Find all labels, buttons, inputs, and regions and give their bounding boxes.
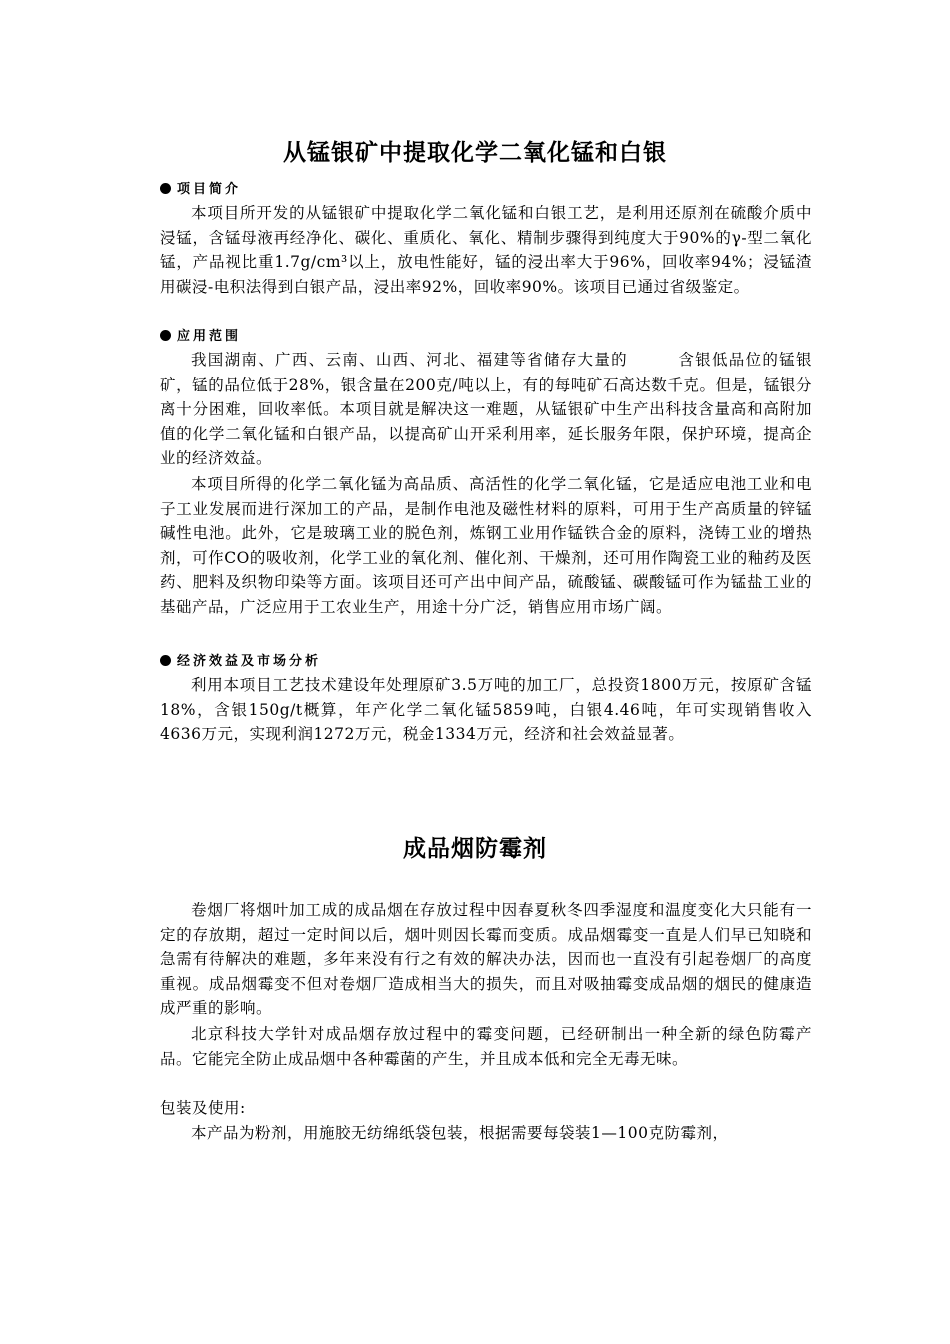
mould-paragraph-1: 卷烟厂将烟叶加工成的成品烟在存放过程中因春夏秋冬四季湿度和温度变化大只能有一定的存放期，超过一定时间以后，烟叶则因长霉而变质。成品烟霉变一直是人们早已知晓和急需有待解决的难题，多年来没有行之有效的解决办法，因而也一直没有引起卷烟厂的高度重视。成品烟霉变不但对卷烟厂造成相当大的损失，而且对吸抽霉变成品烟的烟民的健康造成严重的影响。: [160, 901, 812, 1018]
scope-paragraph-1: 我国湖南、广西、云南、山西、河北、福建等省储存大量的 含银低品位的锰银矿，锰的品位低于28%，银含量在200克/吨以上，有的每吨矿石高达数千克。但是，锰银分离十分困难，回收率低。本项目就是解决这一难题，从锰银矿中生产出科技含量高和高附加值的化学二氧化锰和白银产品，以提高矿山开采利用率，延长服务年限，保护环境，提高企业的经济效益。: [160, 351, 812, 468]
heading-econ: [160, 650, 321, 669]
bullet-icon: [160, 183, 171, 194]
heading-intro: [160, 178, 241, 197]
intro-paragraph: 本项目所开发的从锰银矿中提取化学二氧化锰和白银工艺，是利用还原剂在硫酸介质中浸锰，含锰母液再经净化、碳化、重质化、氧化、精制步骤得到纯度大于90%的γ-型二氧化锰，产品视比重1.7g/cm³以上，放电性能好，锰的浸出率大于96%，回收率94%；浸锰渣用碳浸-电积法得到白银产品，浸出率92%，回收率90%。该项目已通过省级鉴定。: [160, 204, 812, 296]
heading-econ-label: 经济效益及市场分析: [177, 654, 322, 669]
packaging-heading: 包装及使用:: [160, 1099, 246, 1117]
mould-paragraph-2: 北京科技大学针对成品烟存放过程中的霉变问题，已经研制出一种全新的绿色防霉产品。它能完全防止成品烟中各种霉菌的产生，并且成本低和完全无毒无味。: [160, 1025, 812, 1068]
heading-scope: [160, 325, 241, 344]
bullet-icon: [160, 330, 171, 341]
heading-intro-label: 项目简介: [177, 182, 242, 197]
heading-scope-label: 应用范围: [177, 329, 242, 344]
packaging-paragraph: 本产品为粉剂，用施胶无纺绵纸袋包装，根据需要每袋装1—100克防霉剂，: [191, 1124, 729, 1142]
bullet-icon: [160, 655, 171, 666]
section1-title: 从锰银矿中提取化学二氧化锰和白银: [283, 140, 667, 166]
econ-paragraph: 利用本项目工艺技术建设年处理原矿3.5万吨的加工厂，总投资1800万元，按原矿含锰18%，含银150g/t概算，年产化学二氧化锰5859吨，白银4.46吨，年可实现销售收入4636万元，实现利润1272万元，税金1334万元，经济和社会效益显著。: [160, 676, 812, 744]
scope-paragraph-2: 本项目所得的化学二氧化锰为高品质、高活性的化学二氧化锰，它是适应电池工业和电子工业发展而进行深加工的产品，是制作电池及磁性材料的原料，可用于生产高质量的锌锰碱性电池。此外，它是玻璃工业的脱色剂，炼钢工业用作锰铁合金的原料，浇铸工业的增热剂，可作CO的吸收剂，化学工业的氧化剂、催化剂、干燥剂，还可用作陶瓷工业的釉药及医药、肥料及织物印染等方面。该项目还可产出中间产品，硫酸锰、碳酸锰可作为锰盐工业的基础产品，广泛应用于工农业生产，用途十分广泛，销售应用市场广阔。: [160, 475, 812, 616]
section2-title: 成品烟防霉剂: [403, 836, 547, 862]
